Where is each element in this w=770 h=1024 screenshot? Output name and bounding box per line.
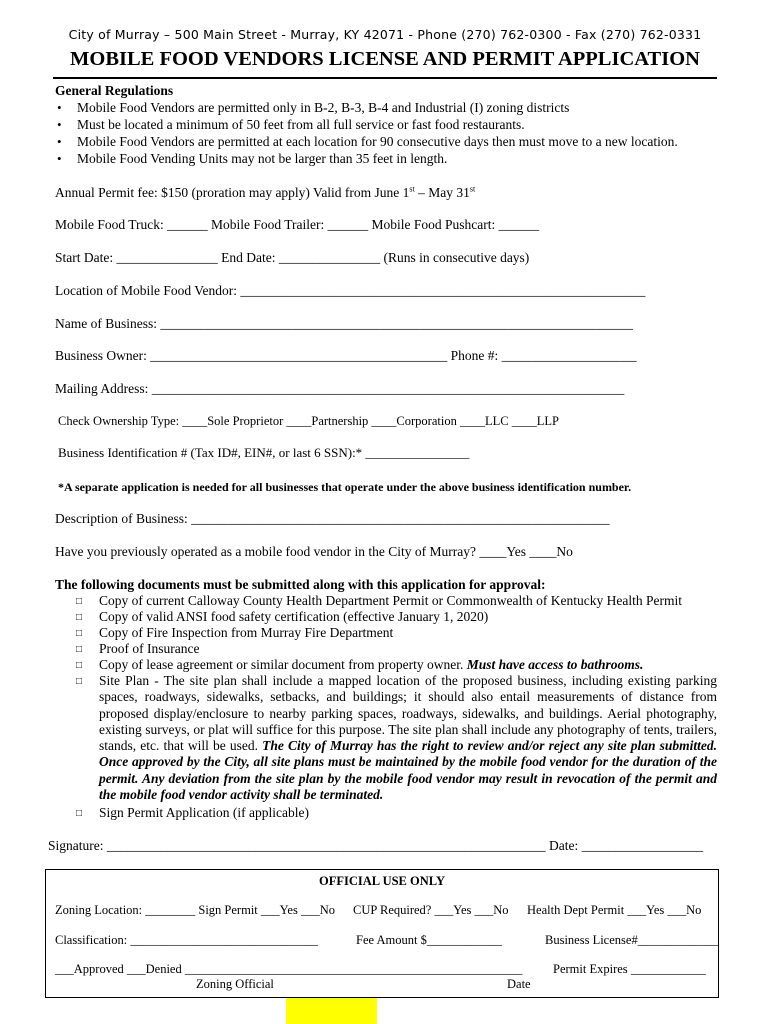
regulation-item: Mobile Food Vendors are permitted only in B-2, B-3, B-4 and Industrial (I) zoning districts <box>77 100 570 115</box>
regulation-item: Mobile Food Vending Units may not be larger than 35 feet in length. <box>77 151 448 166</box>
signature-date-fields[interactable]: Signature: _________________________________________________________________ Date: __________________ <box>48 838 704 853</box>
checkbox-icon[interactable]: □ <box>76 596 83 607</box>
date-fields[interactable]: Start Date: _______________ End Date: _______________ (Runs in consecutive days) <box>55 250 530 265</box>
document-item: Sign Permit Application (if applicable) <box>99 805 309 820</box>
business-description-field[interactable]: Description of Business: ______________________________________________________________ <box>55 511 610 526</box>
ownership-type-options[interactable]: Check Ownership Type: ____Sole Proprietor ____Partnership ____Corporation ____LLC ____LLP <box>58 414 559 428</box>
cup-required-field[interactable]: CUP Required? ___Yes ___No <box>353 903 509 917</box>
date-label: Date <box>507 977 531 991</box>
bullet-icon: • <box>57 117 62 132</box>
checkbox-icon[interactable]: □ <box>76 612 83 623</box>
previously-operated-question[interactable]: Have you previously operated as a mobile food vendor in the City of Murray? ____Yes ____No <box>55 544 573 559</box>
checkbox-icon[interactable]: □ <box>76 628 83 639</box>
classification-field[interactable]: Classification: ______________________________ <box>55 933 318 947</box>
owner-phone-fields[interactable]: Business Owner: ____________________________________________ Phone #: ____________________ <box>55 348 637 363</box>
zoning-official-label: Zoning Official <box>196 977 274 991</box>
document-item: Copy of current Calloway County Health Department Permit or Commonwealth of Kentucky Health Permit <box>99 593 682 608</box>
mailing-address-field[interactable]: Mailing Address: ______________________________________________________________________ <box>55 381 625 396</box>
document-item-lease: Copy of lease agreement or similar document from property owner. Must have access to bathrooms. <box>99 657 644 672</box>
regulation-item: Mobile Food Vendors are permitted at each location for 90 consecutive days then must move to a new location. <box>77 134 678 149</box>
page-title: MOBILE FOOD VENDORS LICENSE AND PERMIT APPLICATION <box>70 48 700 70</box>
bullet-icon: • <box>57 151 62 166</box>
business-name-field[interactable]: Name of Business: ______________________________________________________________________ <box>55 316 633 331</box>
document-item: Copy of Fire Inspection from Murray Fire Department <box>99 625 394 640</box>
city-contact-header: City of Murray – 500 Main Street - Murray, KY 42071 - Phone (270) 762-0300 - Fax (270) 762-0331 <box>68 27 702 42</box>
documents-heading: The following documents must be submitted along with this application for approval: <box>55 577 546 592</box>
bullet-icon: • <box>57 100 62 115</box>
official-use-heading: OFFICIAL USE ONLY <box>319 874 445 888</box>
business-id-field[interactable]: Business Identification # (Tax ID#, EIN#, or last 6 SSN):* ________________ <box>58 445 470 460</box>
title-divider <box>53 77 717 79</box>
permit-expires-field[interactable]: Permit Expires ____________ <box>553 962 706 976</box>
health-dept-permit-field[interactable]: Health Dept Permit ___Yes ___No <box>527 903 702 917</box>
bullet-icon: • <box>57 134 62 149</box>
checkbox-icon[interactable]: □ <box>76 676 83 687</box>
annual-permit-fee: Annual Permit fee: $150 (proration may apply) Valid from June 1st – May 31st <box>55 184 476 200</box>
document-item: Proof of Insurance <box>99 641 200 656</box>
fee-amount-field[interactable]: Fee Amount $____________ <box>356 933 502 947</box>
regulations-heading: General Regulations <box>55 83 174 98</box>
highlight-marker <box>286 998 377 1024</box>
business-license-field[interactable]: Business License#_____________ <box>545 933 719 947</box>
regulation-item: Must be located a minimum of 50 feet from all full service or fast food restaurants. <box>77 117 525 132</box>
checkbox-icon[interactable]: □ <box>76 644 83 655</box>
zoning-sign-permit-fields[interactable]: Zoning Location: ________ Sign Permit ___Yes ___No <box>55 903 335 917</box>
checkbox-icon[interactable]: □ <box>76 808 83 819</box>
checkbox-icon[interactable]: □ <box>76 660 83 671</box>
approval-field[interactable]: ___Approved ___Denied ______________________________________________________ <box>55 962 523 976</box>
separate-application-note: *A separate application is needed for all businesses that operate under the above business identification number. <box>58 480 632 494</box>
location-field[interactable]: Location of Mobile Food Vendor: ____________________________________________________________ <box>55 283 646 298</box>
vehicle-type-fields[interactable]: Mobile Food Truck: ______ Mobile Food Trailer: ______ Mobile Food Pushcart: ______ <box>55 217 540 232</box>
document-item-site-plan: Site Plan - The site plan shall include a mapped location of the proposed business, including existing parking spaces, roadways, sidewalks, setbacks, and buildings; it should also entail measurements of distance from proposed display/enclosure to nearby parking spaces, roadways, sidewalks, and buildings. Aerial photography, existing surveys, or plat will suffice for this purpose. The site plan shall include any photography of tents, trailers, stands, etc. that will be used. The City of Murray has the right to review and/or reject any site plan submitted. Once approved by the City, all site plans must be maintained by the mobile food vendor for the duration of the permit. Any deviation from the site plan by the mobile food vendor may result in revocation of the permit and the mobile food vendor activity shall be terminated. <box>99 673 717 803</box>
document-item: Copy of valid ANSI food safety certification (effective January 1, 2020) <box>99 609 489 624</box>
